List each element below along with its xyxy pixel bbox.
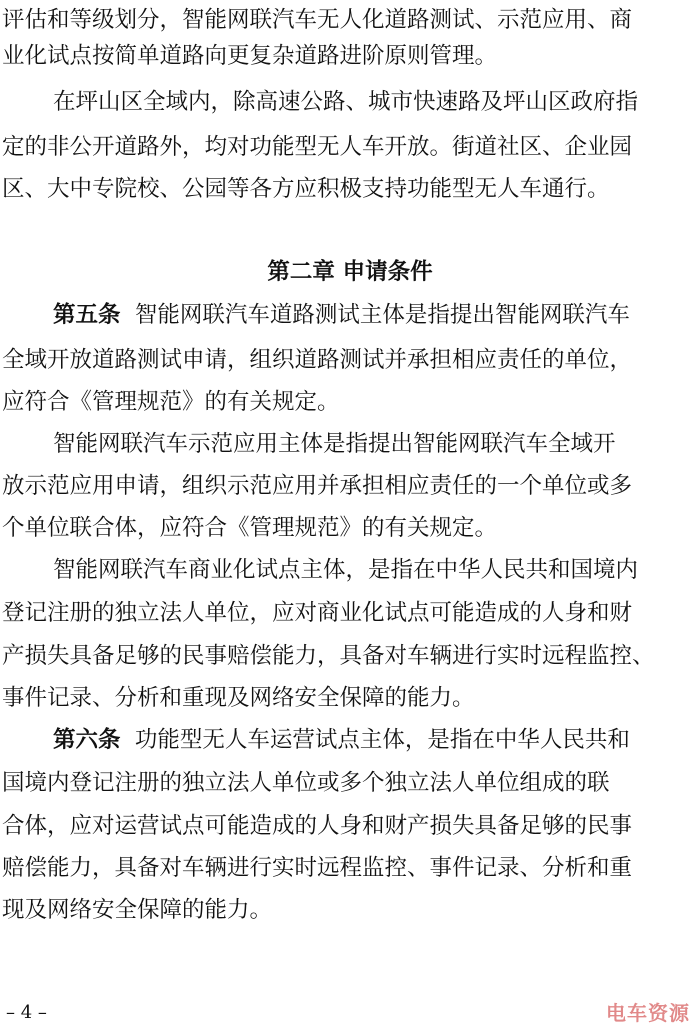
paragraph-line: 定的非公开道路外，均对功能型无人车开放。街道社区、企业园 xyxy=(2,134,633,160)
paragraph-line: 评估和等级划分，智能网联汽车无人化道路测试、示范应用、商 xyxy=(2,7,633,33)
paragraph-line: 应符合《管理规范》的有关规定。 xyxy=(2,389,340,415)
paragraph-line: 放示范应用申请，组织示范应用并承担相应责任的一个单位或多 xyxy=(2,473,633,499)
page-number: – 4 – xyxy=(6,1002,47,1023)
paragraph-line: 事件记录、分析和重现及网络安全保障的能力。 xyxy=(2,685,475,711)
paragraph-line: 赔偿能力，具备对车辆进行实时远程监控、事件记录、分析和重 xyxy=(2,855,633,881)
paragraph-line: 全域开放道路测试申请，组织道路测试并承担相应责任的单位， xyxy=(2,347,633,373)
paragraph-line: 国境内登记注册的独立法人单位或多个独立法人单位组成的联 xyxy=(2,770,610,796)
paragraph-line: 智能网联汽车商业化试点主体，是指在中华人民共和国境内 xyxy=(53,557,639,583)
article-6-first-line xyxy=(53,722,700,758)
paragraph-line: 产损失具备足够的民事赔偿能力，具备对车辆进行实时远程监控、 xyxy=(2,643,655,669)
paragraph-line: 业化试点按简单道路向更复杂道路进阶原则管理。 xyxy=(2,43,498,69)
chapter-title: 第二章 申请条件 xyxy=(267,259,433,285)
paragraph-line: 合体，应对运营试点可能造成的人身和财产损失具备足够的民事 xyxy=(2,813,633,839)
article-5-first-line xyxy=(53,297,700,333)
article-5-label: 第五条 xyxy=(53,302,121,328)
paragraph-line: 现及网络安全保障的能力。 xyxy=(2,897,273,923)
paragraph-line: 个单位联合体，应符合《管理规范》的有关规定。 xyxy=(2,515,498,541)
paragraph-line: 区、大中专院校、公园等各方应积极支持功能型无人车通行。 xyxy=(2,176,610,202)
watermark: 电车资源 xyxy=(606,1001,690,1025)
paragraph-line: 在坪山区全域内，除高速公路、城市快速路及坪山区政府指 xyxy=(53,89,639,115)
article-6-text: 功能型无人车运营试点主体，是指在中华人民共和 xyxy=(134,727,630,753)
article-5-text: 智能网联汽车道路测试主体是指提出智能网联汽车 xyxy=(134,302,630,328)
article-6-label: 第六条 xyxy=(53,727,121,753)
paragraph-line: 登记注册的独立法人单位，应对商业化试点可能造成的人身和财 xyxy=(2,600,633,626)
paragraph-line: 智能网联汽车示范应用主体是指提出智能网联汽车全域开 xyxy=(53,431,616,457)
